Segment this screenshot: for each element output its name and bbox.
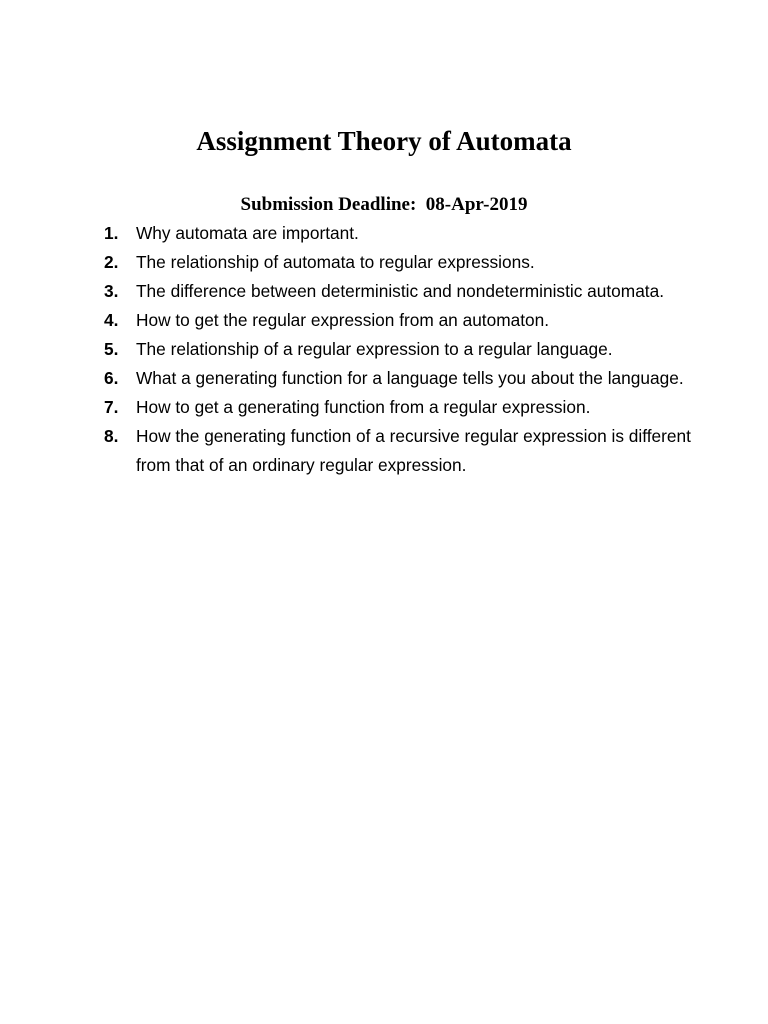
question-item-2 <box>104 248 704 277</box>
question-item-8 <box>104 422 704 480</box>
question-item-6 <box>104 364 704 393</box>
question-item-5 <box>104 335 704 364</box>
question-text: The relationship of automata to regular expressions. <box>136 252 535 272</box>
question-number: 5. <box>104 339 119 359</box>
question-text: Why automata are important. <box>136 223 359 243</box>
question-item-4 <box>104 306 704 335</box>
question-text: How the generating function of a recursive regular expression is different from that of an ordinary regular expression. <box>136 426 691 475</box>
submission-deadline: Submission Deadline: 08-Apr-2019 <box>240 194 528 215</box>
question-number: 8. <box>104 426 119 446</box>
question-item-3 <box>104 277 704 306</box>
question-item-1 <box>104 219 704 248</box>
question-text: How to get a generating function from a regular expression. <box>136 397 591 417</box>
question-number: 6. <box>104 368 119 388</box>
question-text: The difference between deterministic and nondeterministic automata. <box>136 281 665 301</box>
question-number: 7. <box>104 397 119 417</box>
question-text: What a generating function for a language tells you about the language. <box>136 368 684 388</box>
question-number: 3. <box>104 281 119 301</box>
question-text: How to get the regular expression from an automaton. <box>136 310 550 330</box>
document-title: Assignment Theory of Automata <box>196 126 572 156</box>
question-item-7 <box>104 393 704 422</box>
question-list <box>104 219 704 480</box>
question-text: The relationship of a regular expression to a regular language. <box>136 339 613 359</box>
question-number: 4. <box>104 310 119 330</box>
question-number: 2. <box>104 252 119 272</box>
question-number: 1. <box>104 223 119 243</box>
